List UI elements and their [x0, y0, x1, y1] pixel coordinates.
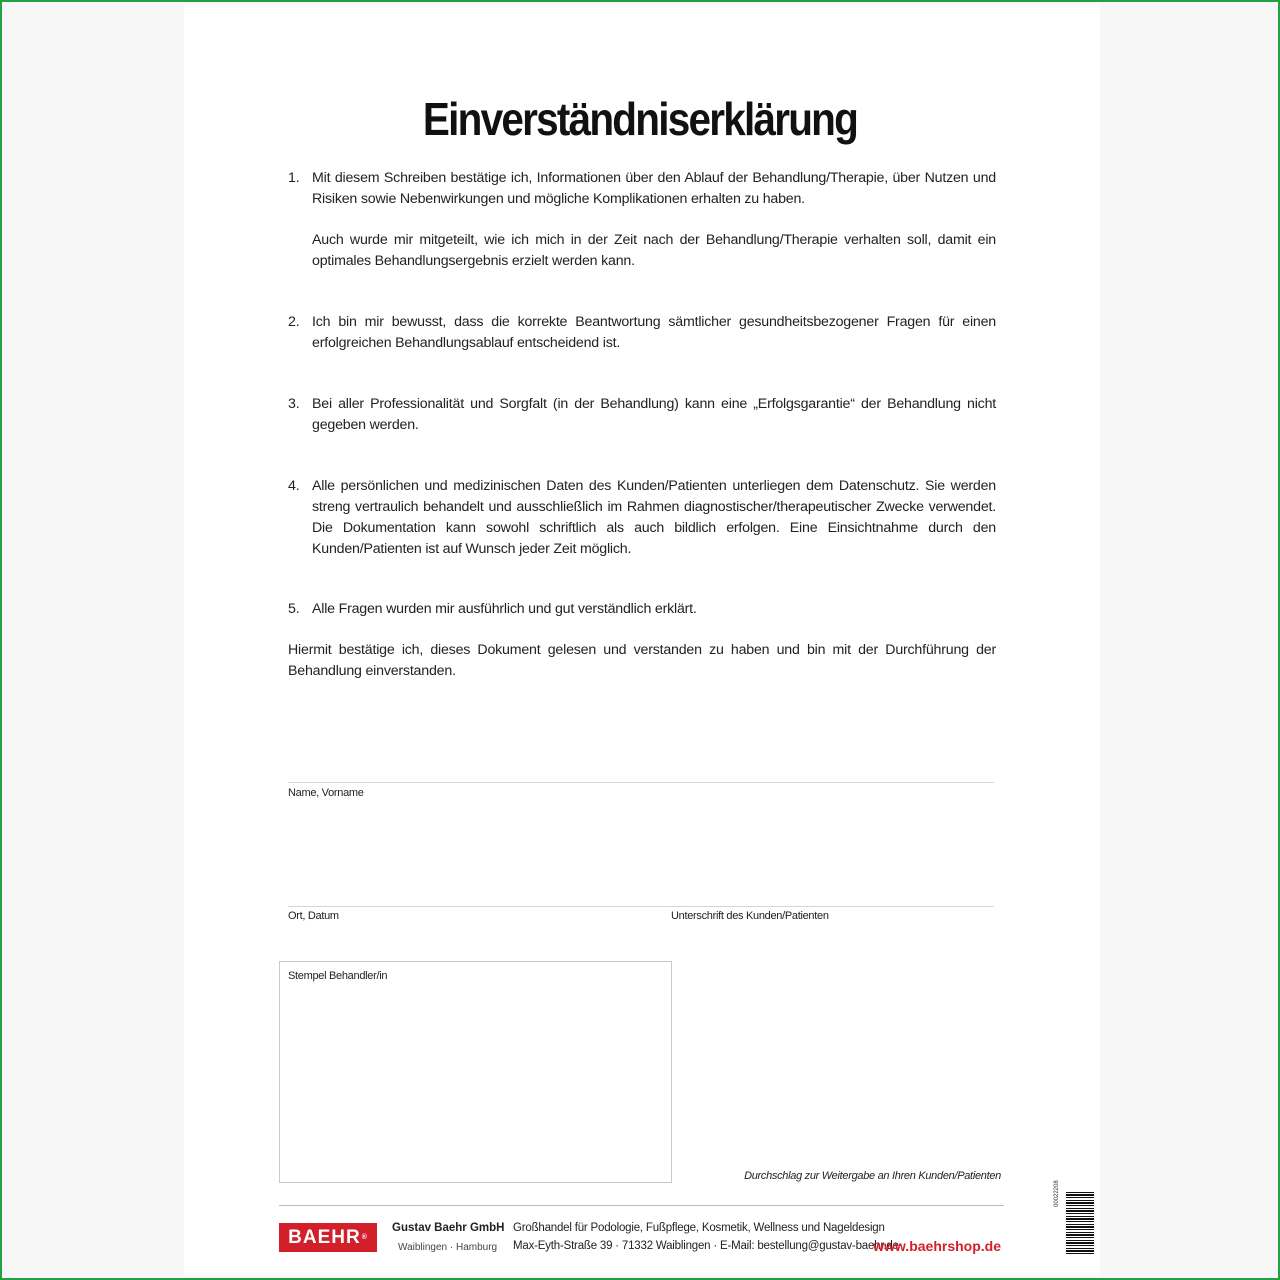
list-item: [288, 476, 996, 560]
logo-text: BAEHR: [288, 1226, 361, 1248]
item-paragraph: Alle persönlichen und medizinischen Daten des Kunden/Patienten unterliegen dem Datenschutz. Sie werden streng vertraulich behandelt und ausschließlich im Rahmen diagnostischer/therapeutischer Zwecke verwendet. Die Dokumentation kann sowohl schriftlich als auch bildlich erfolgen. Eine Einsichtnahme durch den Kunden/Patienten ist auf Wunsch jeder Zeit möglich.: [312, 478, 996, 557]
stamp-box[interactable]: [279, 961, 672, 1183]
registered-mark: ®: [361, 1234, 368, 1241]
document-title: Einverständniserklärung: [422, 93, 858, 145]
footer-divider: [279, 1205, 1004, 1206]
barcode-icon: [1066, 1192, 1094, 1254]
company-locations: Waiblingen · Hamburg: [398, 1242, 498, 1253]
company-name: Gustav Baehr GmbH: [392, 1222, 505, 1234]
carbon-copy-note: Durchschlag zur Weitergabe an Ihren Kunden/Patienten: [744, 1170, 1001, 1182]
list-item: [288, 312, 996, 354]
company-address: Max-Eyth-Straße 39 · 71332 Waiblingen · E-Mail: bestellung@gustav-baehr.de: [513, 1240, 899, 1252]
name-signature-line[interactable]: [288, 782, 994, 783]
list-item: [288, 168, 996, 272]
place-date-line[interactable]: [288, 906, 994, 907]
item-paragraph: Ich bin mir bewusst, dass die korrekte Beantwortung sämtlicher gesundheitsbezogener Fragen für einen erfolgreichen Behandlungsablauf entscheidend ist.: [312, 314, 996, 351]
website-link[interactable]: www.baehrshop.de: [873, 1238, 1001, 1254]
name-label: Name, Vorname: [288, 787, 364, 799]
list-item: [288, 599, 996, 620]
item-number: 4.: [288, 478, 300, 494]
baehr-logo: [279, 1223, 377, 1252]
place-date-label: Ort, Datum: [288, 910, 339, 922]
item-number: 1.: [288, 170, 300, 186]
stamp-label: Stempel Behandler/in: [288, 970, 388, 982]
item-paragraph: Bei aller Professionalität und Sorgfalt (in der Behandlung) kann eine „Erfolgsgarantie“ der Behandlung nicht gegeben werden.: [312, 396, 996, 433]
item-number: 2.: [288, 314, 300, 330]
item-paragraph: Alle Fragen wurden mir ausführlich und gut verständlich erklärt.: [312, 601, 697, 617]
barcode-number: 00022208: [1054, 1180, 1060, 1207]
item-number: 3.: [288, 396, 300, 412]
item-paragraph: Mit diesem Schreiben bestätige ich, Informationen über den Ablauf der Behandlung/Therapie, über Nutzen und Risiken sowie Nebenwirkungen und mögliche Komplikationen erhalten zu haben.: [312, 170, 996, 207]
closing-statement: Hiermit bestätige ich, dieses Dokument gelesen und verstanden zu haben und bin mit der Durchführung der Behandlung einverstanden.: [288, 642, 996, 679]
item-number: 5.: [288, 601, 300, 617]
signature-label: Unterschrift des Kunden/Patienten: [671, 910, 829, 922]
item-paragraph: Auch wurde mir mitgeteilt, wie ich mich in der Zeit nach der Behandlung/Therapie verhalten soll, damit ein optimales Behandlungsergebnis erzielt werden kann.: [312, 232, 996, 269]
company-tagline: Großhandel für Podologie, Fußpflege, Kosmetik, Wellness und Nageldesign: [513, 1222, 885, 1234]
list-item: [288, 394, 996, 436]
